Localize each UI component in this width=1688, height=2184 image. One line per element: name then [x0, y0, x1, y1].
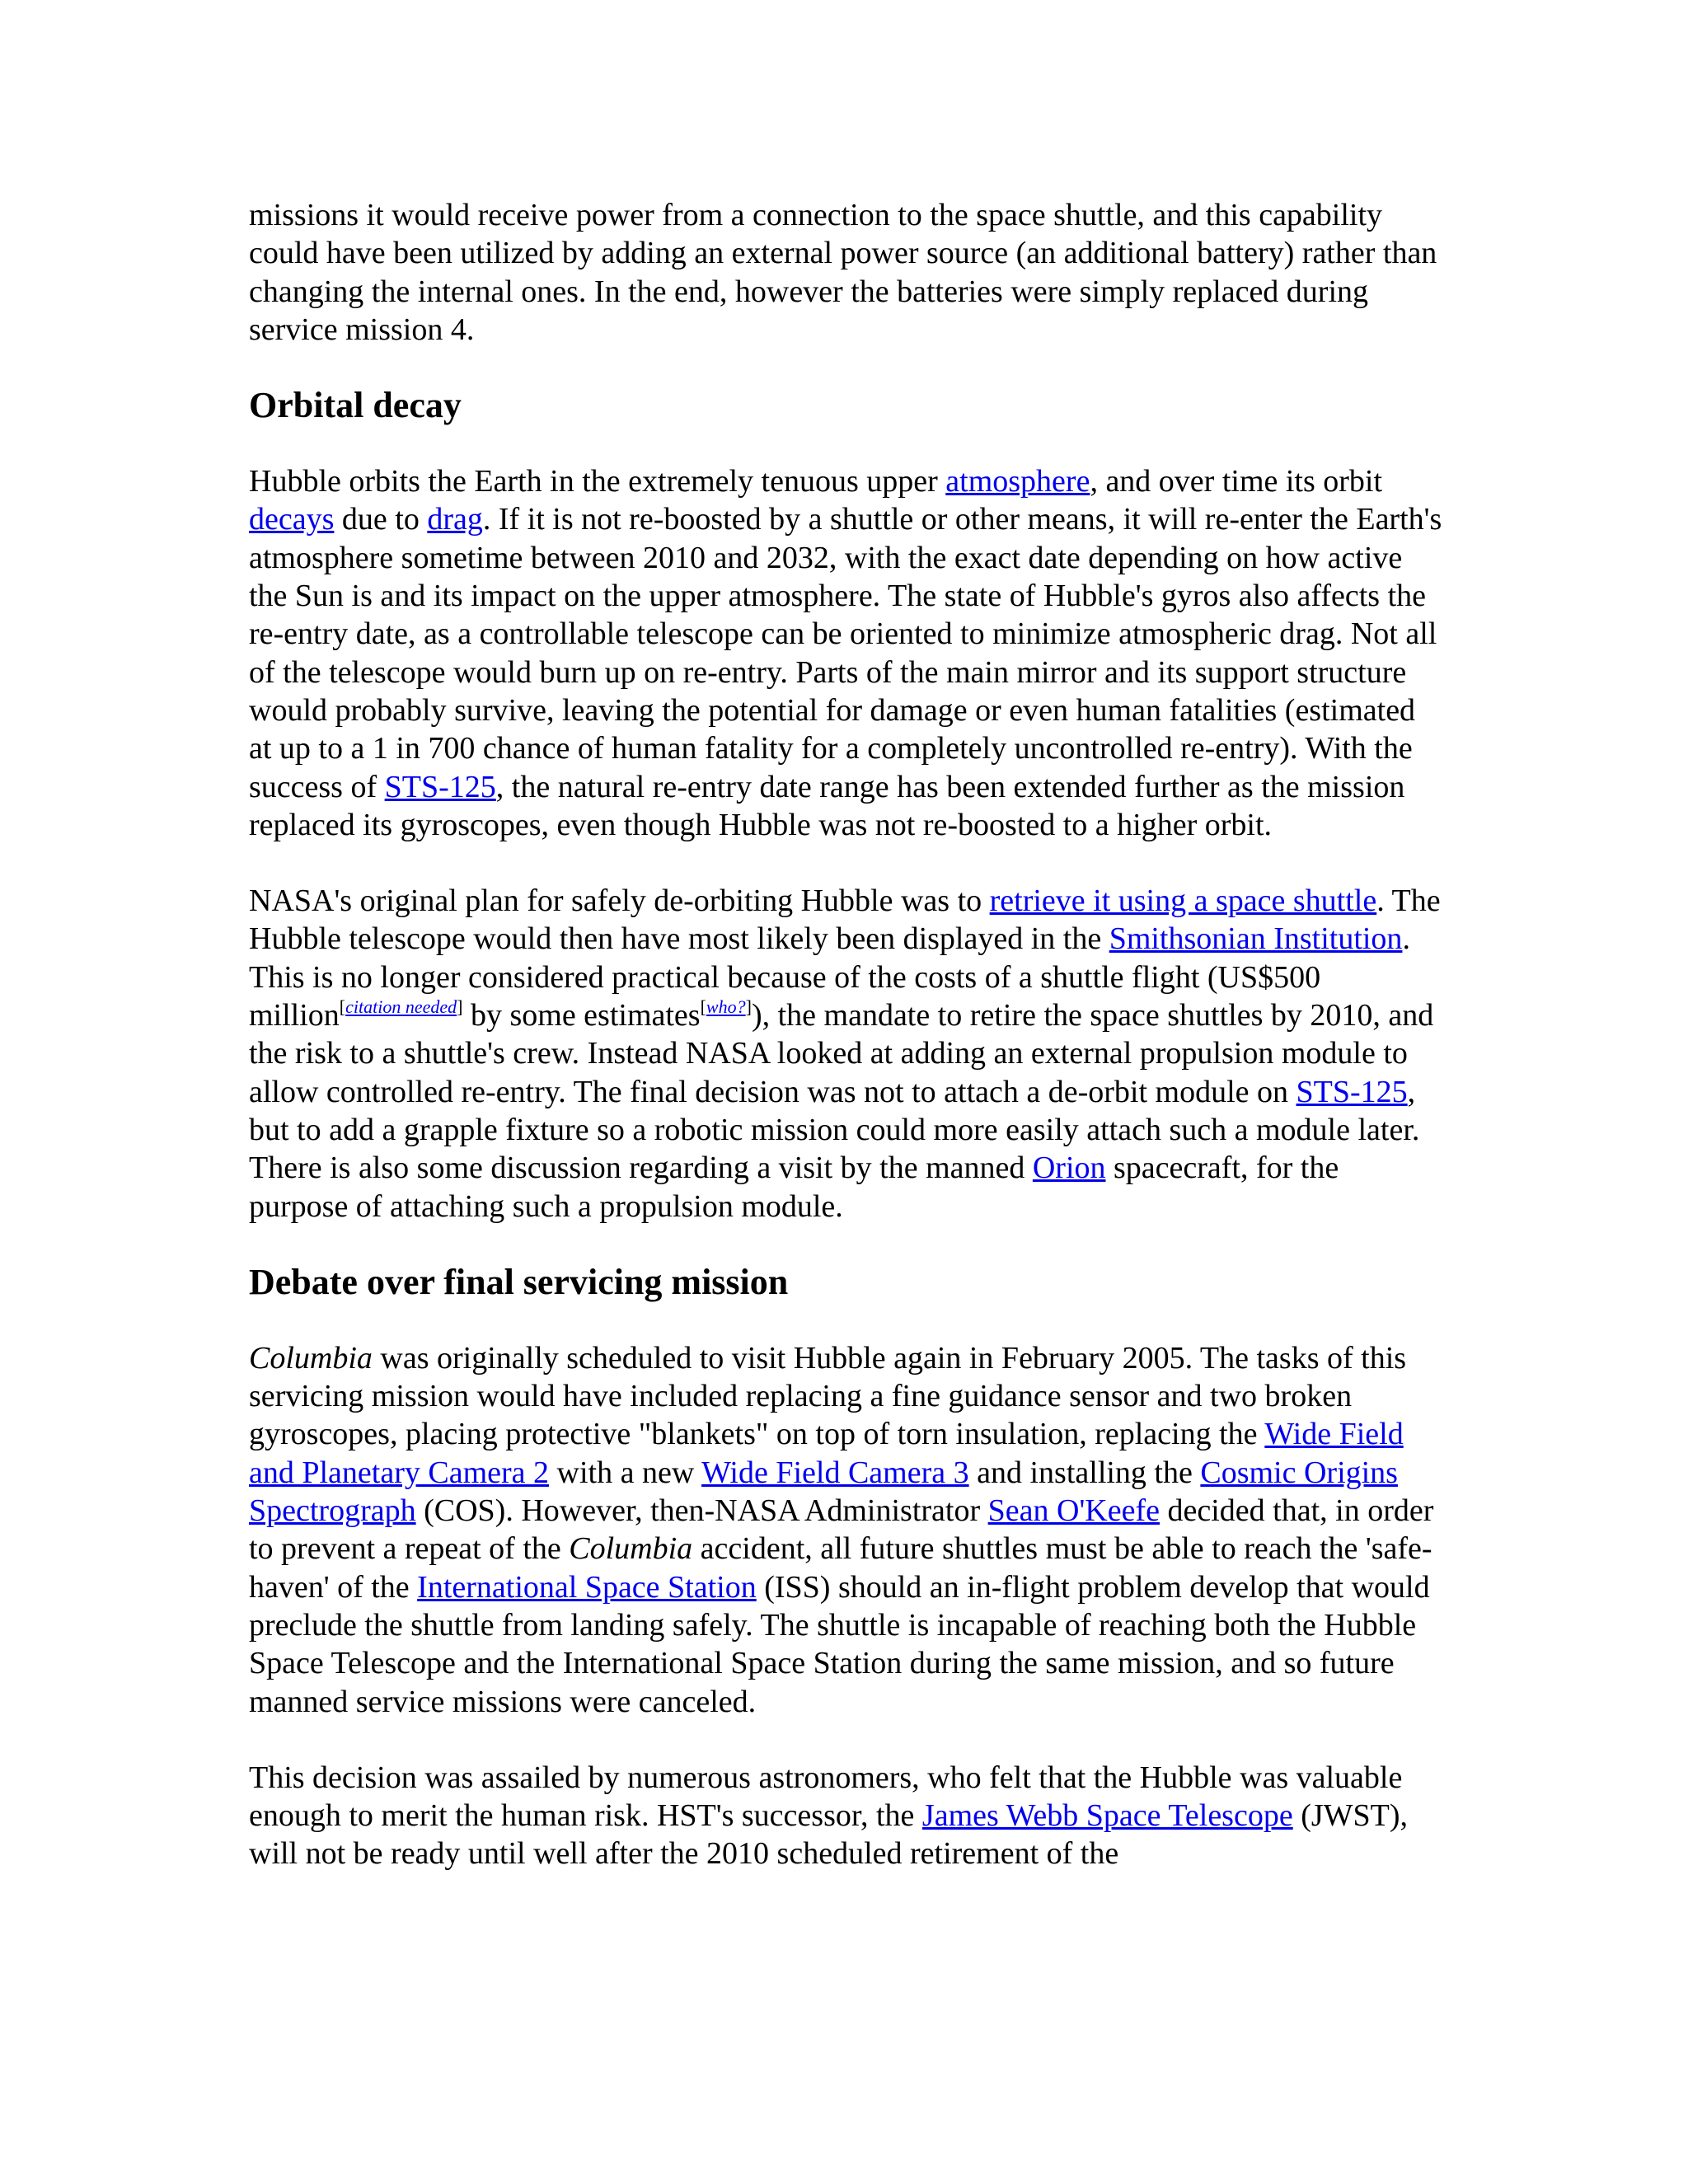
- bracket-close: ]: [457, 996, 463, 1018]
- paragraph-text: accident, all future shuttles must be able to reach the 'safe-haven' of the: [249, 1531, 1432, 1605]
- link-sts-125[interactable]: STS-125: [384, 769, 496, 804]
- paragraph-text: . If it is not re-boosted by a shuttle or other means, it will re-enter the Earth's atmosphere sometime between 2010 and 2032, with the exact date depending on how active the Sun is and its impact on the upper atmosphere. The state of Hubble's gyros also affects the re-entry date, as a controllable telescope can be oriented to minimize atmospheric drag. Not all of the telescope would burn up on re-entry. Parts of the main mirror and its support structure would probably survive, leaving the potential for damage or even human fatalities (estimated at up to a 1 in 700 chance of human fatality for a completely uncontrolled re-entry). With the success of: [249, 502, 1442, 804]
- paragraph-text: decided that, in order to prevent a repeat of the: [249, 1493, 1434, 1567]
- paragraph-text: (ISS) should an in-flight problem develop that would preclude the shuttle from landing safely. The shuttle is incapable of reaching both the Hubble Space Telescope and the International Space Station during the same mission, and so future manned service missions were canceled.: [249, 1569, 1430, 1719]
- paragraph-text: NASA's original plan for safely de-orbiting Hubble was to: [249, 883, 990, 919]
- paragraph-text: (JWST), will not be ready until well after the 2010 scheduled retirement of the: [249, 1798, 1409, 1872]
- bracket-open: [: [700, 996, 706, 1018]
- citation-needed-marker: [340, 996, 463, 1017]
- link-atmosphere[interactable]: atmosphere: [945, 464, 1090, 499]
- paragraph-text: , the natural re-entry date range has been extended further as the mission replaced its gyroscopes, even though Hubble was not re-boosted to a higher orbit.: [249, 769, 1405, 842]
- link-wfpc2[interactable]: Wide Field and Planetary Camera 2: [249, 1417, 1404, 1490]
- paragraph-text: ), the mandate to retire the space shuttles by 2010, and the risk to a shuttle's crew. Instead NASA looked at adding an external propulsion module to allow controlled re-entry. The final decision was not to attach a de-orbit module on: [249, 998, 1434, 1109]
- paragraph-text: missions it would receive power from a connection to the space shuttle, and this capability could have been utilized by adding an external power source (an additional battery) rather than changing the internal ones. In the end, however the batteries were simply replaced during service mission 4.: [249, 198, 1437, 347]
- paragraph-text: Hubble orbits the Earth in the extremely tenuous upper: [249, 464, 946, 499]
- link-citation-needed[interactable]: citation needed: [345, 996, 457, 1018]
- bracket-close: ]: [745, 996, 752, 1018]
- link-retrieve-using-shuttle[interactable]: retrieve it using a space shuttle: [989, 883, 1377, 919]
- italic-columbia: Columbia: [569, 1531, 693, 1567]
- heading-debate-final-servicing: Debate over final servicing mission: [249, 1261, 789, 1302]
- paragraph-text: spacecraft, for the purpose of attaching such a propulsion module.: [249, 1151, 1339, 1224]
- link-sts-125-second[interactable]: STS-125: [1296, 1074, 1408, 1109]
- paragraph-text: , but to add a grapple fixture so a robotic mission could more easily attach such a module later. There is also some discussion regarding a visit by the manned: [249, 1074, 1420, 1186]
- link-who[interactable]: who?: [706, 996, 746, 1018]
- paragraph-astronomers: [249, 1759, 1444, 1873]
- paragraph-text: , and over time its orbit: [1090, 464, 1383, 499]
- paragraph-text: and installing the: [968, 1455, 1201, 1490]
- paragraph-text: . The Hubble telescope would then have most likely been displayed in the: [249, 883, 1441, 957]
- italic-columbia: Columbia: [249, 1340, 373, 1376]
- heading-orbital-decay: Orbital decay: [249, 385, 462, 426]
- bracket-open: [: [339, 996, 346, 1018]
- paragraph-text: (COS). However, then-NASA Administrator: [415, 1493, 988, 1529]
- link-orion[interactable]: Orion: [1032, 1151, 1106, 1186]
- paragraph-columbia: [249, 1339, 1444, 1721]
- paragraph-text: due to: [334, 502, 428, 537]
- link-smithsonian-institution[interactable]: Smithsonian Institution: [1109, 921, 1403, 957]
- link-international-space-station[interactable]: International Space Station: [417, 1569, 757, 1605]
- article-page: [249, 196, 1444, 1873]
- paragraph-text: was originally scheduled to visit Hubble again in February 2005. The tasks of this servicing mission would have included replacing a fine guidance sensor and two broken gyroscopes, placing protective "blankets" on top of torn insulation, replacing the: [249, 1340, 1407, 1452]
- paragraph-orbital-decay: [249, 462, 1444, 844]
- link-drag[interactable]: drag: [427, 502, 483, 537]
- paragraph-text: with a new: [549, 1455, 702, 1490]
- paragraph-text: by some estimates: [462, 998, 701, 1033]
- paragraph-text: . This is no longer considered practical because of the costs of a shuttle flight (US$500 million: [249, 921, 1410, 1033]
- link-james-webb-space-telescope[interactable]: James Webb Space Telescope: [921, 1798, 1293, 1834]
- who-marker: [701, 996, 752, 1017]
- paragraph-deorbit-plan: [249, 882, 1444, 1226]
- link-wfc3[interactable]: Wide Field Camera 3: [701, 1455, 969, 1490]
- link-sean-okeefe[interactable]: Sean O'Keefe: [987, 1493, 1160, 1529]
- link-decays[interactable]: decays: [249, 502, 335, 537]
- paragraph-battery: [249, 196, 1444, 349]
- link-cosmic-origins-spectrograph[interactable]: Cosmic Origins Spectrograph: [249, 1455, 1398, 1529]
- paragraph-text: This decision was assailed by numerous astronomers, who felt that the Hubble was valuable enough to merit the human risk. HST's successor, the: [249, 1760, 1403, 1834]
